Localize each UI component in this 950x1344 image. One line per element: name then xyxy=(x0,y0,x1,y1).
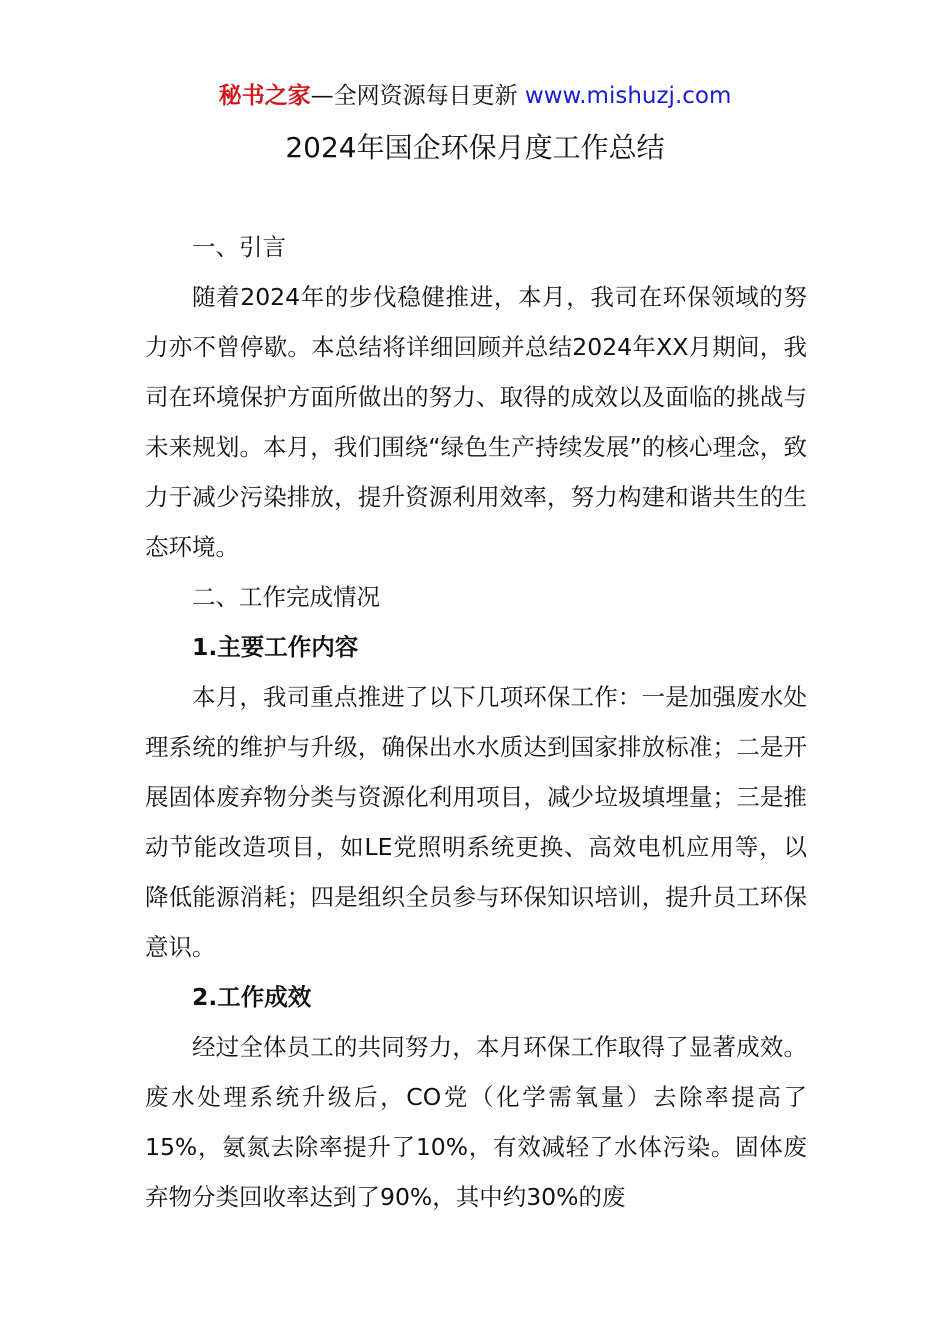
work-content-paragraph: 本月，我司重点推进了以下几项环保工作：一是加强废水处理系统的维护与升级，确保出水水质达到国家排放标准；二是开展固体废弃物分类与资源化利用项目，减少垃圾填埋量；三是推动节能改造项目，如LE党照明系统更换、高效电机应用等，以降低能源消耗；四是组织全员参与环保知识培训，提升员工环保意识。 xyxy=(145,683,807,961)
site-url[interactable]: www.mishuzj.com xyxy=(524,83,732,109)
brand-name: 秘书之家 xyxy=(218,83,311,109)
intro-paragraph: 随着2024年的步伐稳健推进，本月，我司在环保领域的努力亦不曾停歇。本总结将详细回顾并总结2024年XX月期间，我司在环境保护方面所做出的努力、取得的成效以及面临的挑战与未来规划。本月，我们围绕“绿色生产持续发展”的核心理念，致力于减少污染排放，提升资源利用效率，努力构建和谐共生的生态环境。 xyxy=(145,283,807,561)
subheading-main-work: 1.主要工作内容 xyxy=(192,633,359,661)
site-header xyxy=(0,80,950,112)
results-paragraph: 经过全体员工的共同努力，本月环保工作取得了显著成效。废水处理系统升级后，CO党（化学需氧量）去除率提高了15%，氨氮去除率提升了10%，有效减轻了水体污染。固体废弃物分类回收率达到了90%，其中约30%的废 xyxy=(145,1033,807,1211)
document-body xyxy=(145,222,807,1222)
section-heading-work-status: 二、工作完成情况 xyxy=(192,583,380,611)
section-heading-intro: 一、引言 xyxy=(192,233,286,261)
subheading-results: 2.工作成效 xyxy=(192,983,312,1011)
document-title: 2024年国企环保月度工作总结 xyxy=(285,131,665,164)
header-tagline: —全网资源每日更新 xyxy=(310,83,518,109)
